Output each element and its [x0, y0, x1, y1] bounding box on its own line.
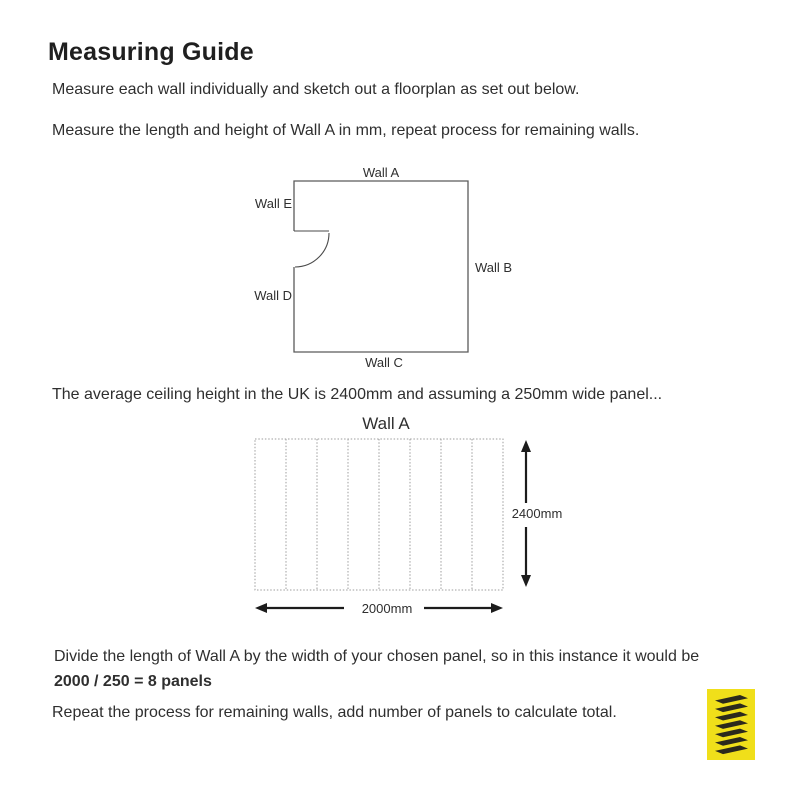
measure-paragraph: Measure the length and height of Wall A in mm, repeat process for remaining walls. — [52, 122, 640, 139]
brand-logo — [707, 689, 755, 760]
floorplan-label-wall-b: Wall B — [475, 260, 513, 275]
floorplan-label-wall-d: Wall D — [254, 288, 292, 303]
panel-formula: 2000 / 250 = 8 panels — [54, 673, 212, 690]
panel-diagram-title: Wall A — [362, 414, 410, 433]
floorplan-label-wall-e: Wall E — [254, 196, 292, 211]
floorplan-diagram — [230, 158, 530, 378]
width-arrow-right-icon — [491, 603, 503, 613]
panel-wall-outline — [255, 439, 503, 590]
repeat-paragraph: Repeat the process for remaining walls, add number of panels to calculate total. — [52, 704, 617, 721]
divide-paragraph: Divide the length of Wall A by the width of your chosen panel, so in this instance it would be — [54, 648, 700, 665]
ceiling-paragraph: The average ceiling height in the UK is 2400mm and assuming a 250mm wide panel... — [52, 386, 663, 403]
width-dimension-label: 2000mm — [361, 601, 413, 616]
page-title: Measuring Guide — [48, 38, 254, 66]
floorplan-label-wall-a: Wall A — [362, 165, 400, 180]
floorplan-label-wall-c: Wall C — [365, 355, 403, 370]
height-dimension-label: 2400mm — [511, 506, 563, 521]
height-arrow-down-icon — [521, 575, 531, 587]
floorplan-walls — [294, 181, 468, 352]
door-swing-arc — [295, 233, 329, 267]
intro-paragraph: Measure each wall individually and sketch out a floorplan as set out below. — [52, 81, 580, 98]
panel-dividers — [286, 439, 472, 590]
panel-layout-diagram — [240, 408, 570, 623]
